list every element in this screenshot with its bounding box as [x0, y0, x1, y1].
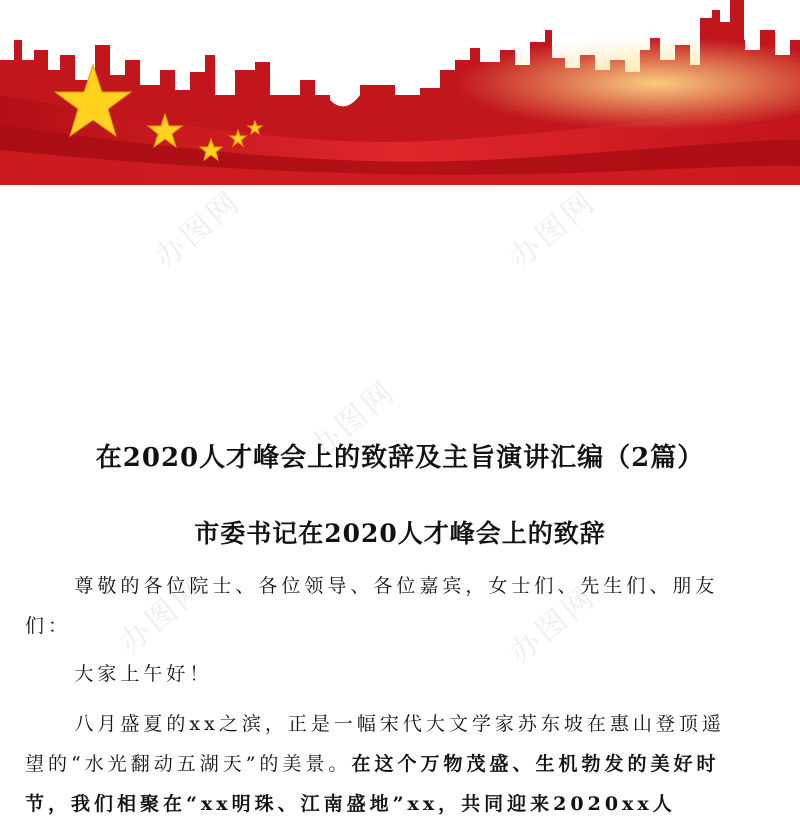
watermark: 办图网 — [302, 373, 404, 466]
main-title: 在2020人才峰会上的致辞及主旨演讲汇编（2篇） — [95, 443, 705, 473]
watermark: 办图网 — [502, 183, 604, 276]
watermark: 办图网 — [147, 183, 249, 276]
red-banner — [0, 0, 800, 185]
salutation-paragraph: 尊敬的各位院士、各位领导、各位嘉宾，女士们、先生们、朋友们： — [25, 575, 719, 637]
body-paragraph-bold: 在这个万物茂盛、生机勃发的美好时节，我们相聚在“xx明珠、江南盛地”xx，共同迎来2020xx人 — [25, 753, 720, 815]
body-paragraph — [25, 704, 740, 824]
greeting-paragraph: 大家上午好！ — [74, 663, 213, 685]
body-text — [25, 566, 740, 824]
body-paragraph-plain: 八月盛夏的xx之滨，正是一幅宋代大文学家苏东坡在惠山登顶遥望的“水光翻动五湖天”的美景。 — [25, 713, 725, 775]
sub-title: 市委书记在2020人才峰会上的致辞 — [194, 519, 606, 548]
watermark: 办图网 — [502, 578, 604, 671]
watermark: 办图网 — [112, 568, 214, 661]
